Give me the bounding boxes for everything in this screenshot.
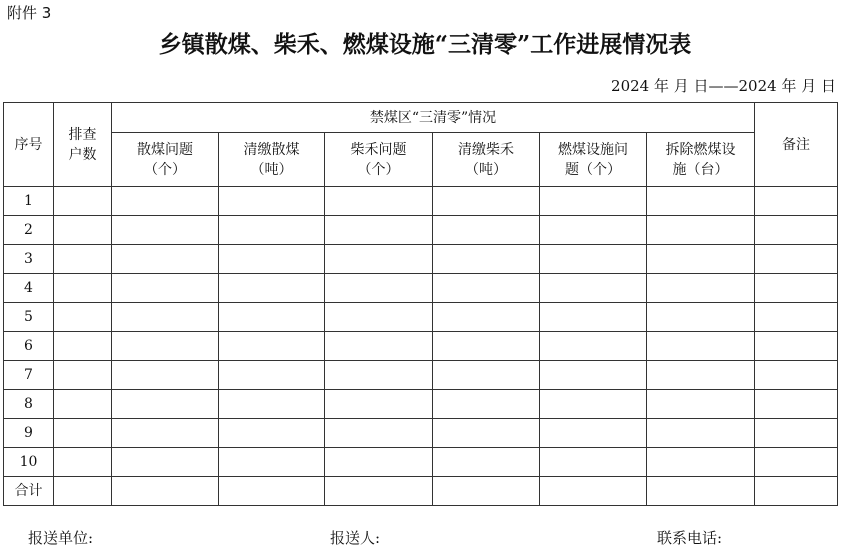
table-cell[interactable] [325, 187, 433, 216]
table-cell[interactable] [433, 477, 540, 506]
table-cell[interactable] [54, 187, 112, 216]
table-cell[interactable] [54, 361, 112, 390]
header-seq: 序号 [4, 103, 54, 187]
header-group: 禁煤区“三清零”情况 [112, 103, 755, 133]
footer-person-label: 报送人: [330, 529, 381, 547]
table-cell[interactable] [112, 419, 219, 448]
table-row [4, 332, 838, 361]
header-firewood-issues: 柴禾问题 （个） [325, 133, 433, 187]
table-cell[interactable] [540, 216, 647, 245]
row-label: 7 [4, 361, 54, 390]
table-cell[interactable] [755, 419, 838, 448]
date-range: 2024 年 月 日——2024 年 月 日 [611, 77, 836, 95]
header-loose-coal-issues: 散煤问题 （个） [112, 133, 219, 187]
table-row [4, 303, 838, 332]
row-label: 1 [4, 187, 54, 216]
table-cell[interactable] [54, 216, 112, 245]
row-label: 9 [4, 419, 54, 448]
table-cell[interactable] [54, 245, 112, 274]
table-cell[interactable] [647, 419, 755, 448]
table-cell[interactable] [755, 303, 838, 332]
table-cell[interactable] [647, 477, 755, 506]
table-cell[interactable] [755, 448, 838, 477]
table-cell[interactable] [433, 303, 540, 332]
table-cell[interactable] [755, 187, 838, 216]
table-cell[interactable] [112, 361, 219, 390]
table-cell[interactable] [54, 477, 112, 506]
table-cell[interactable] [755, 390, 838, 419]
table-cell[interactable] [325, 390, 433, 419]
row-label: 4 [4, 274, 54, 303]
table-row [4, 477, 838, 506]
table-cell[interactable] [325, 477, 433, 506]
row-label: 8 [4, 390, 54, 419]
table-cell[interactable] [433, 390, 540, 419]
table-cell[interactable] [540, 274, 647, 303]
table-cell[interactable] [112, 390, 219, 419]
table-cell[interactable] [219, 390, 325, 419]
table-cell[interactable] [325, 448, 433, 477]
table-cell[interactable] [433, 332, 540, 361]
header-cleared-firewood: 清缴柴禾 （吨） [433, 133, 540, 187]
progress-table [3, 102, 838, 506]
table-cell[interactable] [219, 477, 325, 506]
table-cell[interactable] [112, 332, 219, 361]
table-cell[interactable] [325, 361, 433, 390]
table-cell[interactable] [540, 187, 647, 216]
table-cell[interactable] [112, 274, 219, 303]
table-cell[interactable] [540, 448, 647, 477]
table-cell[interactable] [647, 448, 755, 477]
table-cell[interactable] [433, 419, 540, 448]
table-cell[interactable] [755, 245, 838, 274]
table-cell[interactable] [433, 361, 540, 390]
table-cell[interactable] [755, 477, 838, 506]
table-cell[interactable] [112, 303, 219, 332]
table-cell[interactable] [540, 303, 647, 332]
table-cell[interactable] [433, 216, 540, 245]
table-cell[interactable] [54, 419, 112, 448]
header-note: 备注 [755, 103, 838, 187]
table-cell[interactable] [540, 361, 647, 390]
table-cell[interactable] [112, 187, 219, 216]
table-row [4, 419, 838, 448]
attachment-label: 附件 3 [7, 4, 52, 22]
table-cell[interactable] [755, 361, 838, 390]
table-row [4, 448, 838, 477]
table-cell[interactable] [433, 274, 540, 303]
table-cell[interactable] [540, 332, 647, 361]
table-row [4, 390, 838, 419]
table-cell[interactable] [112, 245, 219, 274]
table-cell[interactable] [54, 332, 112, 361]
table-cell[interactable] [112, 216, 219, 245]
table-cell[interactable] [325, 332, 433, 361]
page-title: 乡镇散煤、柴禾、燃煤设施“三清零”工作进展情况表 [158, 31, 692, 58]
table-cell[interactable] [647, 274, 755, 303]
table-cell[interactable] [54, 274, 112, 303]
table-cell[interactable] [325, 274, 433, 303]
table-cell[interactable] [433, 245, 540, 274]
header-check-count: 排查 户数 [54, 103, 112, 187]
table-cell[interactable] [647, 216, 755, 245]
table-row [4, 245, 838, 274]
table-cell[interactable] [540, 390, 647, 419]
table-cell[interactable] [647, 332, 755, 361]
table-cell[interactable] [647, 390, 755, 419]
table-cell[interactable] [219, 419, 325, 448]
header-cleared-coal: 清缴散煤 （吨） [219, 133, 325, 187]
table-row [4, 274, 838, 303]
table-cell[interactable] [219, 303, 325, 332]
table-row [4, 216, 838, 245]
row-label: 2 [4, 216, 54, 245]
table-cell[interactable] [540, 477, 647, 506]
table-cell[interactable] [219, 274, 325, 303]
table-cell[interactable] [219, 361, 325, 390]
table-cell[interactable] [540, 419, 647, 448]
table-cell[interactable] [219, 448, 325, 477]
table-cell[interactable] [325, 245, 433, 274]
footer-phone-label: 联系电话: [657, 529, 723, 547]
table-cell[interactable] [219, 187, 325, 216]
table-cell[interactable] [112, 477, 219, 506]
row-label: 3 [4, 245, 54, 274]
table-cell[interactable] [755, 332, 838, 361]
table-cell[interactable] [325, 419, 433, 448]
header-coal-facility-issues: 燃煤设施问 题（个） [540, 133, 647, 187]
table-cell[interactable] [647, 361, 755, 390]
table-cell[interactable] [540, 245, 647, 274]
table-cell[interactable] [54, 390, 112, 419]
table-cell[interactable] [433, 448, 540, 477]
table-cell[interactable] [219, 332, 325, 361]
table-cell[interactable] [433, 187, 540, 216]
table-cell[interactable] [219, 245, 325, 274]
row-label: 合计 [4, 477, 54, 506]
header-removed-facilities: 拆除燃煤设 施（台） [647, 133, 755, 187]
table-cell[interactable] [219, 216, 325, 245]
table-row [4, 187, 838, 216]
table-cell[interactable] [325, 216, 433, 245]
table-cell[interactable] [112, 448, 219, 477]
footer-unit-label: 报送单位: [28, 529, 94, 547]
table-cell[interactable] [647, 245, 755, 274]
table-cell[interactable] [54, 303, 112, 332]
row-label: 10 [4, 448, 54, 477]
row-label: 6 [4, 332, 54, 361]
row-label: 5 [4, 303, 54, 332]
table-row [4, 361, 838, 390]
table-cell[interactable] [755, 216, 838, 245]
table-cell[interactable] [755, 274, 838, 303]
table-cell[interactable] [54, 448, 112, 477]
table-cell[interactable] [647, 187, 755, 216]
table-cell[interactable] [647, 303, 755, 332]
table-cell[interactable] [325, 303, 433, 332]
